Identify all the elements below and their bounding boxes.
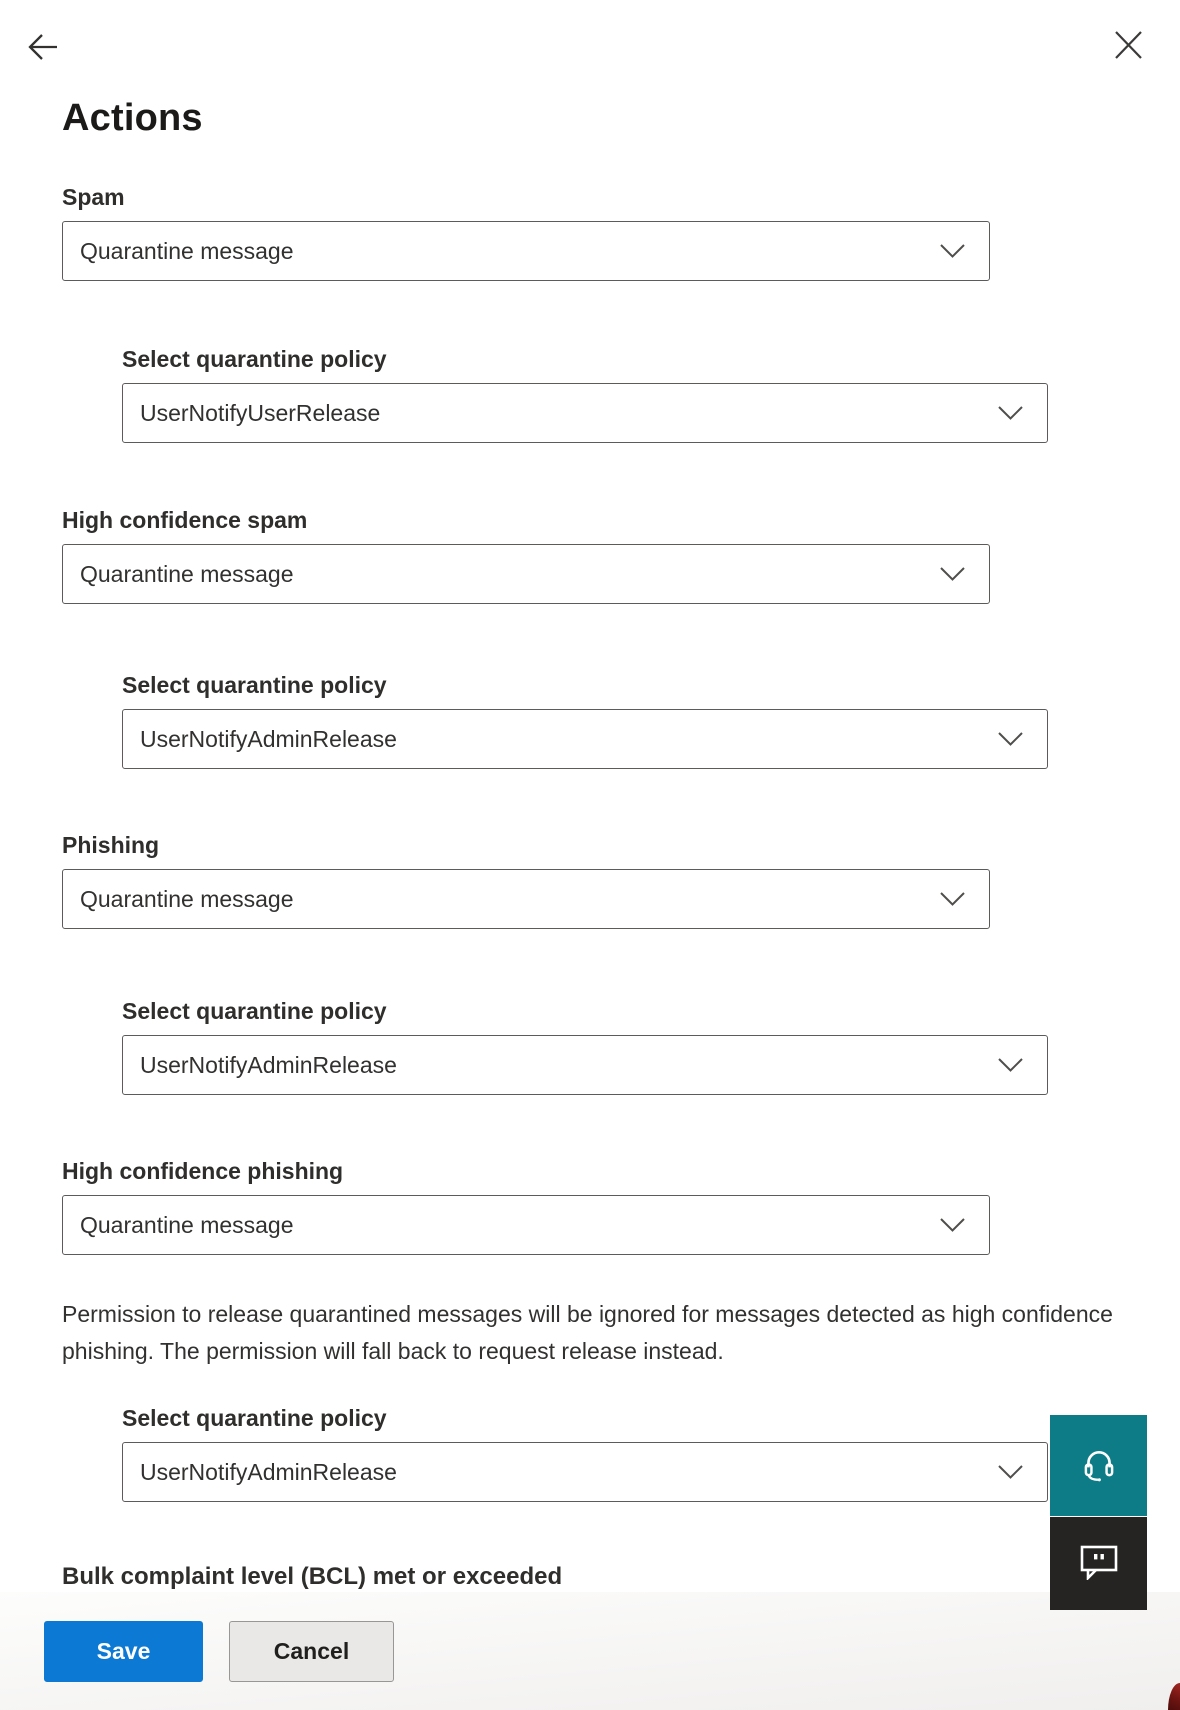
phishing-action-group	[62, 831, 990, 929]
high-confidence-spam-action-group	[62, 506, 990, 604]
chevron-down-icon	[998, 1058, 1023, 1072]
chevron-down-icon	[940, 892, 965, 906]
high-confidence-spam-label: High confidence spam	[62, 507, 308, 533]
select-quarantine-policy-label: Select quarantine policy	[122, 998, 387, 1024]
chevron-down-icon	[998, 1465, 1023, 1479]
high-confidence-phishing-quarantine-policy-dropdown[interactable]	[122, 1442, 1048, 1502]
headset-icon	[1079, 1444, 1119, 1487]
high-confidence-phishing-note: Permission to release quarantined messages will be ignored for messages detected as high confidence phishing. The permission will fall back to request release instead.	[62, 1301, 1113, 1364]
phishing-quarantine-policy-dropdown[interactable]	[122, 1035, 1048, 1095]
chevron-down-icon	[998, 732, 1023, 746]
phishing-quarantine-policy-group	[122, 997, 1048, 1095]
page-title: Actions	[62, 97, 203, 139]
dropdown-value: Quarantine message	[80, 237, 294, 264]
spam-quarantine-policy-group	[122, 345, 1048, 443]
select-quarantine-policy-label: Select quarantine policy	[122, 346, 387, 372]
chevron-down-icon	[940, 244, 965, 258]
close-button[interactable]	[1114, 31, 1143, 59]
spam-action-group	[62, 183, 990, 281]
dropdown-value: Quarantine message	[80, 1211, 294, 1238]
dropdown-value: UserNotifyAdminRelease	[140, 1458, 397, 1485]
chevron-down-icon	[998, 406, 1023, 420]
select-quarantine-policy-label: Select quarantine policy	[122, 672, 387, 698]
dropdown-value: Quarantine message	[80, 560, 294, 587]
high-confidence-phishing-quarantine-policy-group	[122, 1404, 1048, 1502]
high-confidence-phishing-action-dropdown[interactable]	[62, 1195, 990, 1255]
spam-label: Spam	[62, 184, 125, 210]
feedback-chat-button[interactable]	[1050, 1517, 1147, 1610]
chevron-down-icon	[940, 567, 965, 581]
back-button[interactable]	[26, 30, 60, 64]
dropdown-value: UserNotifyUserRelease	[140, 399, 381, 426]
high-confidence-phishing-label: High confidence phishing	[62, 1158, 344, 1184]
chevron-down-icon	[940, 1218, 965, 1232]
select-quarantine-policy-label: Select quarantine policy	[122, 1405, 387, 1431]
high-confidence-spam-quarantine-policy-group	[122, 671, 1048, 769]
dropdown-value: Quarantine message	[80, 885, 294, 912]
high-confidence-spam-quarantine-policy-dropdown[interactable]	[122, 709, 1048, 769]
dropdown-value: UserNotifyAdminRelease	[140, 1051, 397, 1078]
high-confidence-spam-action-dropdown[interactable]	[62, 544, 990, 604]
phishing-label: Phishing	[62, 832, 160, 858]
support-headset-button[interactable]	[1050, 1415, 1147, 1516]
cancel-button[interactable]: Cancel	[229, 1621, 394, 1682]
phishing-action-dropdown[interactable]	[62, 869, 990, 929]
close-x-icon	[1114, 47, 1143, 62]
spam-action-dropdown[interactable]	[62, 221, 990, 281]
high-confidence-phishing-action-group	[62, 1157, 990, 1255]
bulk-complaint-level-label: Bulk complaint level (BCL) met or exceeded	[62, 1563, 563, 1590]
dropdown-value: UserNotifyAdminRelease	[140, 725, 397, 752]
save-button[interactable]: Save	[44, 1621, 203, 1682]
arrow-left-icon	[26, 52, 60, 67]
chat-bubble-icon	[1078, 1544, 1120, 1583]
spam-quarantine-policy-dropdown[interactable]	[122, 383, 1048, 443]
